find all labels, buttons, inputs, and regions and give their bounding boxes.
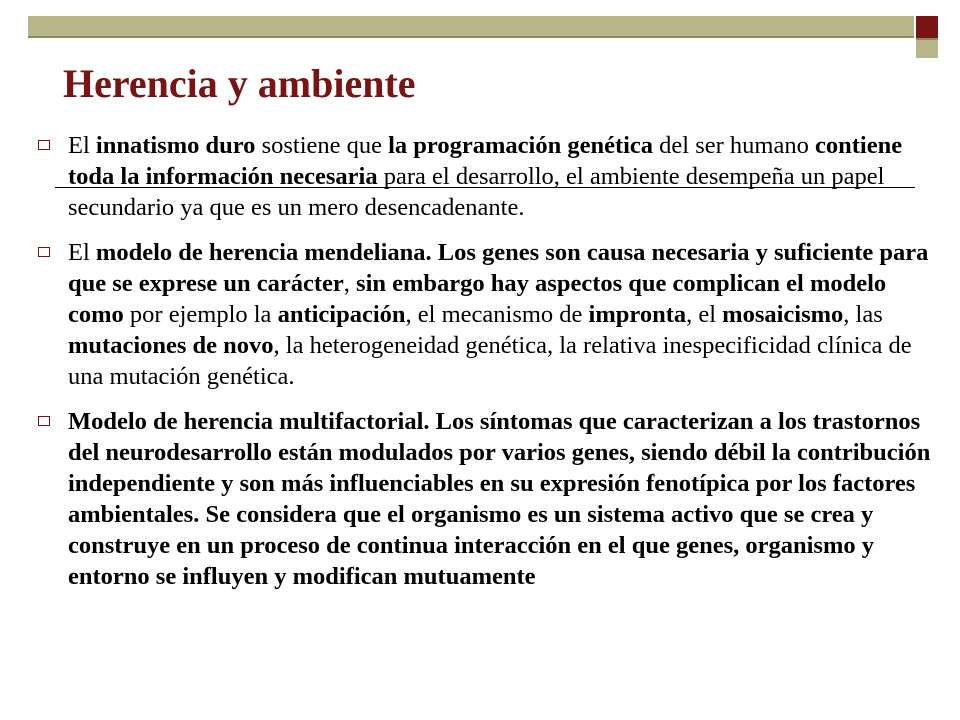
- corner-accent-light: [916, 38, 938, 58]
- bold-text-segment: contiene toda la información necesaria: [68, 132, 903, 190]
- text-segment: por ejemplo la: [123, 301, 278, 328]
- hollow-square-icon: [38, 140, 50, 150]
- bold-text-segment: impronta: [588, 301, 687, 328]
- text-segment: sostiene que: [255, 132, 389, 159]
- bullet-item: [30, 130, 950, 223]
- text-segment: , el mecanismo de: [405, 301, 589, 328]
- top-decorative-bar: [28, 16, 914, 38]
- text-segment: del ser humano: [653, 132, 815, 159]
- bold-text-segment: sin embargo hay aspectos que complican el modelo como: [68, 270, 887, 328]
- text-segment: , las: [843, 301, 883, 328]
- slide-title: Herencia y ambiente: [63, 61, 416, 106]
- bullet-text: [68, 237, 948, 392]
- text-segment: , el: [686, 301, 723, 328]
- text-segment: ,: [343, 270, 357, 297]
- bullet-item: [30, 237, 950, 392]
- text-segment: para el desarrollo, el ambiente desempeña un papel secundario ya que es un mero desencadenante.: [68, 163, 885, 221]
- hollow-square-icon: [38, 416, 50, 426]
- text-segment: El: [68, 132, 96, 159]
- bold-text-segment: Modelo de herencia multifactorial. Los síntomas que caracterizan a los trastornos del neurodesarrollo están modulados por varios genes, siendo débil la contribución independiente y son más influenciables en su expresión fenotípica por los factores ambientales. Se considera que el organismo es un sistema activo que se crea y construye en un proceso de continua interacción en el que genes, organismo y entorno se influyen y modifican mutuamente: [68, 408, 931, 590]
- corner-accent-dark: [916, 16, 938, 38]
- hollow-square-icon: [38, 247, 50, 257]
- text-segment: , la heterogeneidad genética, la relativa inespecificidad clínica de una mutación genética.: [68, 332, 912, 390]
- bullet-text: [68, 406, 948, 592]
- bullet-text: [68, 130, 948, 223]
- bold-text-segment: innatismo duro: [95, 132, 256, 159]
- bold-text-segment: mosaicismo: [722, 301, 844, 328]
- bold-text-segment: mutaciones de novo: [68, 332, 274, 359]
- bold-text-segment: anticipación: [277, 301, 406, 328]
- bullet-item: [30, 406, 950, 592]
- bold-text-segment: modelo de herencia mendeliana. Los genes son causa necesaria y suficiente para que se exprese un carácter: [68, 239, 929, 297]
- bold-text-segment: la programación genética: [388, 132, 654, 159]
- bullet-list: [30, 130, 950, 606]
- text-segment: El: [68, 239, 96, 266]
